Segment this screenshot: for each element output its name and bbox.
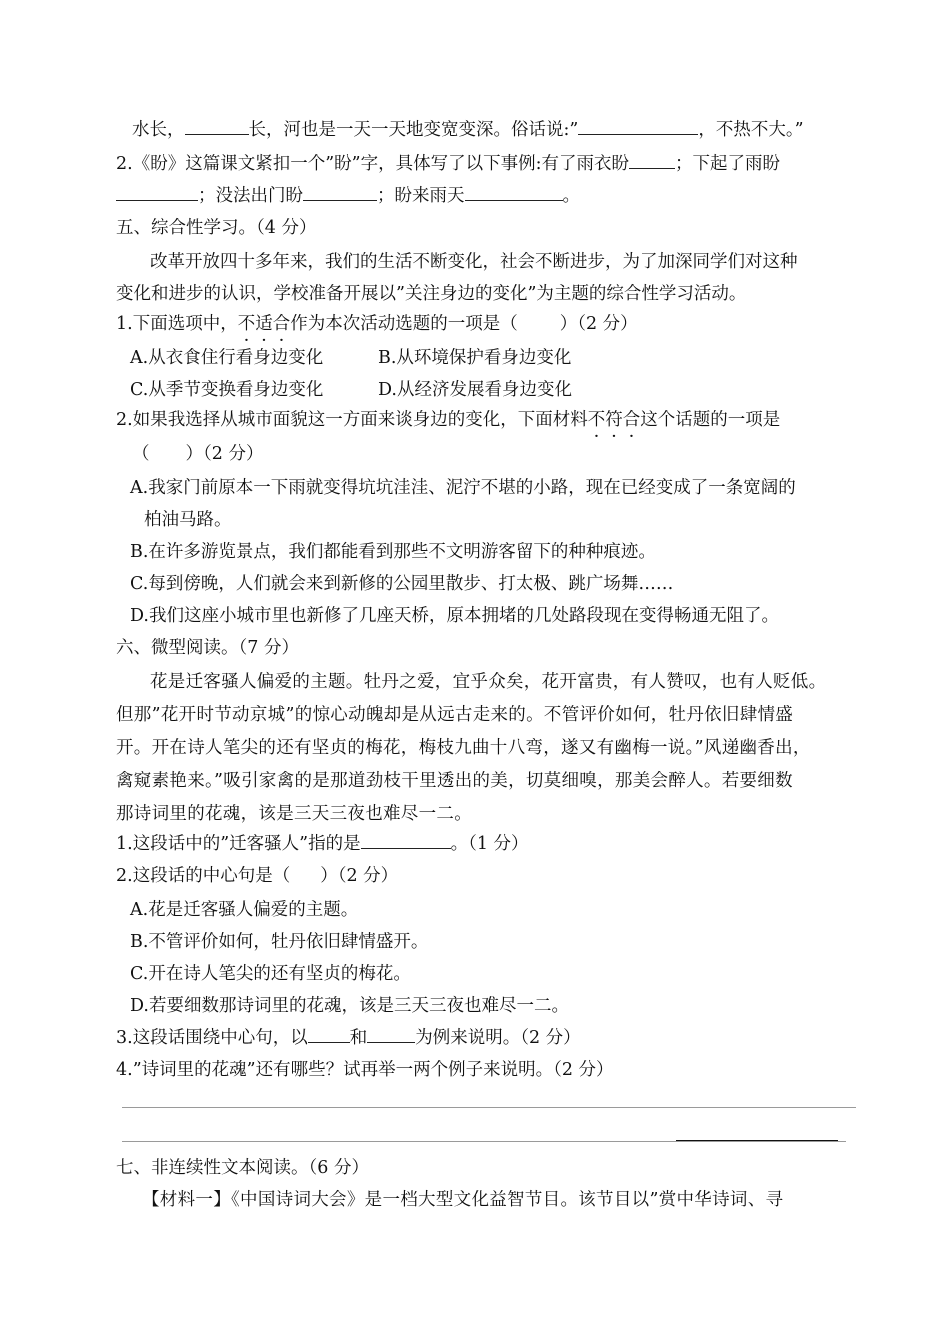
s6-q2-option-d[interactable]: D.若要细数那诗词里的花魂，该是三天三夜也难尽一二。 [130, 996, 569, 1016]
s5-q1-b: 作为本次活动选题的一项是（ [290, 314, 518, 334]
s5-q1-option-b[interactable]: B.从环境保护看身边变化 [378, 348, 572, 368]
section-5-title: 五、综合性学习。（4 分） [116, 218, 317, 238]
s5-q2-option-c[interactable]: C.每到傍晚，人们就会来到新修的公园里散步、打太极、跳广场舞…… [130, 574, 674, 594]
s4-q2-a: 2.《盼》这篇课文紧扣一个”盼”字，具体写了以下事例:有了雨衣盼 [116, 154, 629, 174]
blank[interactable] [465, 184, 563, 201]
blank[interactable] [303, 184, 377, 201]
s6-q3 [116, 1026, 581, 1050]
s5-intro-2: 变化和进步的认识，学校准备开展以”关注身边的变化”为主题的综合性学习活动。 [116, 284, 747, 304]
s6-q3-a: 3.这段话围绕中心句，以 [116, 1028, 308, 1048]
s6-passage-2: 但那”花开时节动京城”的惊心动魄却是从远古走来的。不管评价如何，牡丹依旧肆情盛 [116, 705, 794, 725]
s6-q2-option-a[interactable]: A.花是迁客骚人偏爱的主题。 [130, 900, 359, 920]
s6-passage-4: 禽窥素艳来。”吸引家禽的是那道劲枝干里透出的美，切莫细嗅，那美会醉人。若要细数 [116, 771, 793, 791]
s6-passage-1: 花是迁客骚人偏爱的主题。牡丹之爱，宜乎众矣，花开富贵，有人赞叹，也有人贬低。 [150, 672, 827, 692]
s5-q1-option-c[interactable]: C.从季节变换看身边变化 [130, 380, 324, 400]
s5-q2-a: 2.如果我选择从城市面貌这一方面来谈身边的变化，下面材料 [116, 410, 588, 430]
blank[interactable] [629, 152, 675, 169]
s4-q2-line2 [116, 184, 580, 208]
blank[interactable] [185, 118, 249, 135]
s4-q2-b: ；下起了雨盼 [674, 154, 780, 174]
s7-material-1: 【材料一】《中国诗词大会》是一档大型文化益智节目。该节目以”赏中华诗词、寻 [142, 1190, 784, 1210]
answer-line[interactable] [122, 1141, 846, 1142]
emphasis-char: 不 [587, 410, 606, 430]
s6-q1-b: 。（1 分） [450, 834, 529, 854]
s5-q2-option-a-cont: 柏油马路。 [144, 510, 232, 530]
s6-q2-a: 2.这段话的中心句是（ [116, 866, 291, 886]
s4-q2 [116, 152, 780, 176]
blank[interactable] [308, 1026, 350, 1043]
s6-q2 [116, 864, 398, 888]
s5-q2-c: ）（2 分） [185, 444, 264, 464]
s6-q3-b: 和 [349, 1028, 368, 1048]
s4-q2-c: ；没法出门盼 [198, 186, 303, 206]
s4-line1-a: 水长， [132, 120, 185, 140]
s5-q2-option-d[interactable]: D.我们这座小城市里也新修了几座天桥，原本拥堵的几处路段现在变得畅通无阻了。 [130, 606, 779, 626]
s4-line1-c: ，不热不大。” [698, 120, 804, 140]
section-6-title: 六、微型阅读。（7 分） [116, 638, 299, 658]
s5-q2-option-b[interactable]: B.在许多游览景点，我们都能看到那些不文明游客留下的种种痕迹。 [130, 542, 656, 562]
s6-passage-3: 开。开在诗人笔尖的还有坚贞的梅花，梅枝九曲十八弯，遂又有幽梅一说。”风递幽香出， [116, 738, 811, 758]
s5-q1-c: ）（2 分） [559, 314, 638, 334]
s5-q2-b: 这个话题的一项是 [640, 410, 781, 430]
s6-q1 [116, 832, 529, 856]
s6-q4: 4.”诗词里的花魂”还有哪些？试再举一两个例子来说明。（2 分） [116, 1060, 614, 1080]
s6-q1-a: 1.这段话中的”迁客骚人”指的是 [116, 834, 361, 854]
answer-line-dark [676, 1140, 838, 1141]
s6-q3-c: 为例来说明。（2 分） [415, 1028, 581, 1048]
emphasis-char: 合 [622, 410, 641, 430]
s5-intro-1: 改革开放四十多年来，我们的生活不断变化，社会不断进步，为了加深同学们对这种 [150, 252, 798, 272]
emphasis-char: 符 [605, 410, 623, 430]
section-7-title: 七、非连续性文本阅读。（6 分） [116, 1158, 369, 1178]
s5-q2-option-a[interactable]: A.我家门前原本一下雨就变得坑坑洼洼、泥泞不堪的小路，现在已经变成了一条宽阔的 [130, 478, 796, 498]
s5-q1-option-d[interactable]: D.从经济发展看身边变化 [378, 380, 572, 400]
blank[interactable] [367, 1026, 415, 1043]
s6-q2-option-b[interactable]: B.不管评价如何，牡丹依旧肆情盛开。 [130, 932, 429, 952]
s5-q1 [116, 312, 638, 336]
s5-q2-line2 [132, 442, 263, 466]
emphasis-char: 不 [237, 314, 256, 334]
s4-q2-e: 。 [562, 186, 580, 206]
blank[interactable] [361, 832, 451, 849]
s6-q2-b: ）（2 分） [320, 866, 399, 886]
emphasis-char: 合 [272, 314, 291, 334]
s4-q2-d: ；盼来雨天 [377, 186, 465, 206]
paren-open: （ [132, 444, 150, 464]
s5-q2 [116, 408, 780, 432]
answer-line[interactable] [122, 1107, 856, 1108]
blank[interactable] [578, 118, 698, 135]
s4-line1 [132, 118, 804, 142]
s5-q1-a: 1.下面选项中， [116, 314, 238, 334]
s6-q2-option-c[interactable]: C.开在诗人笔尖的还有坚贞的梅花。 [130, 964, 411, 984]
s6-passage-5: 那诗词里的花魂，该是三天三夜也难尽一二。 [116, 804, 472, 824]
emphasis-char: 适 [255, 314, 273, 334]
s5-q1-option-a[interactable]: A.从衣食住行看身边变化 [130, 348, 324, 368]
blank[interactable] [116, 184, 198, 201]
s4-line1-b: 长，河也是一天一天地变宽变深。俗话说:” [248, 120, 579, 140]
